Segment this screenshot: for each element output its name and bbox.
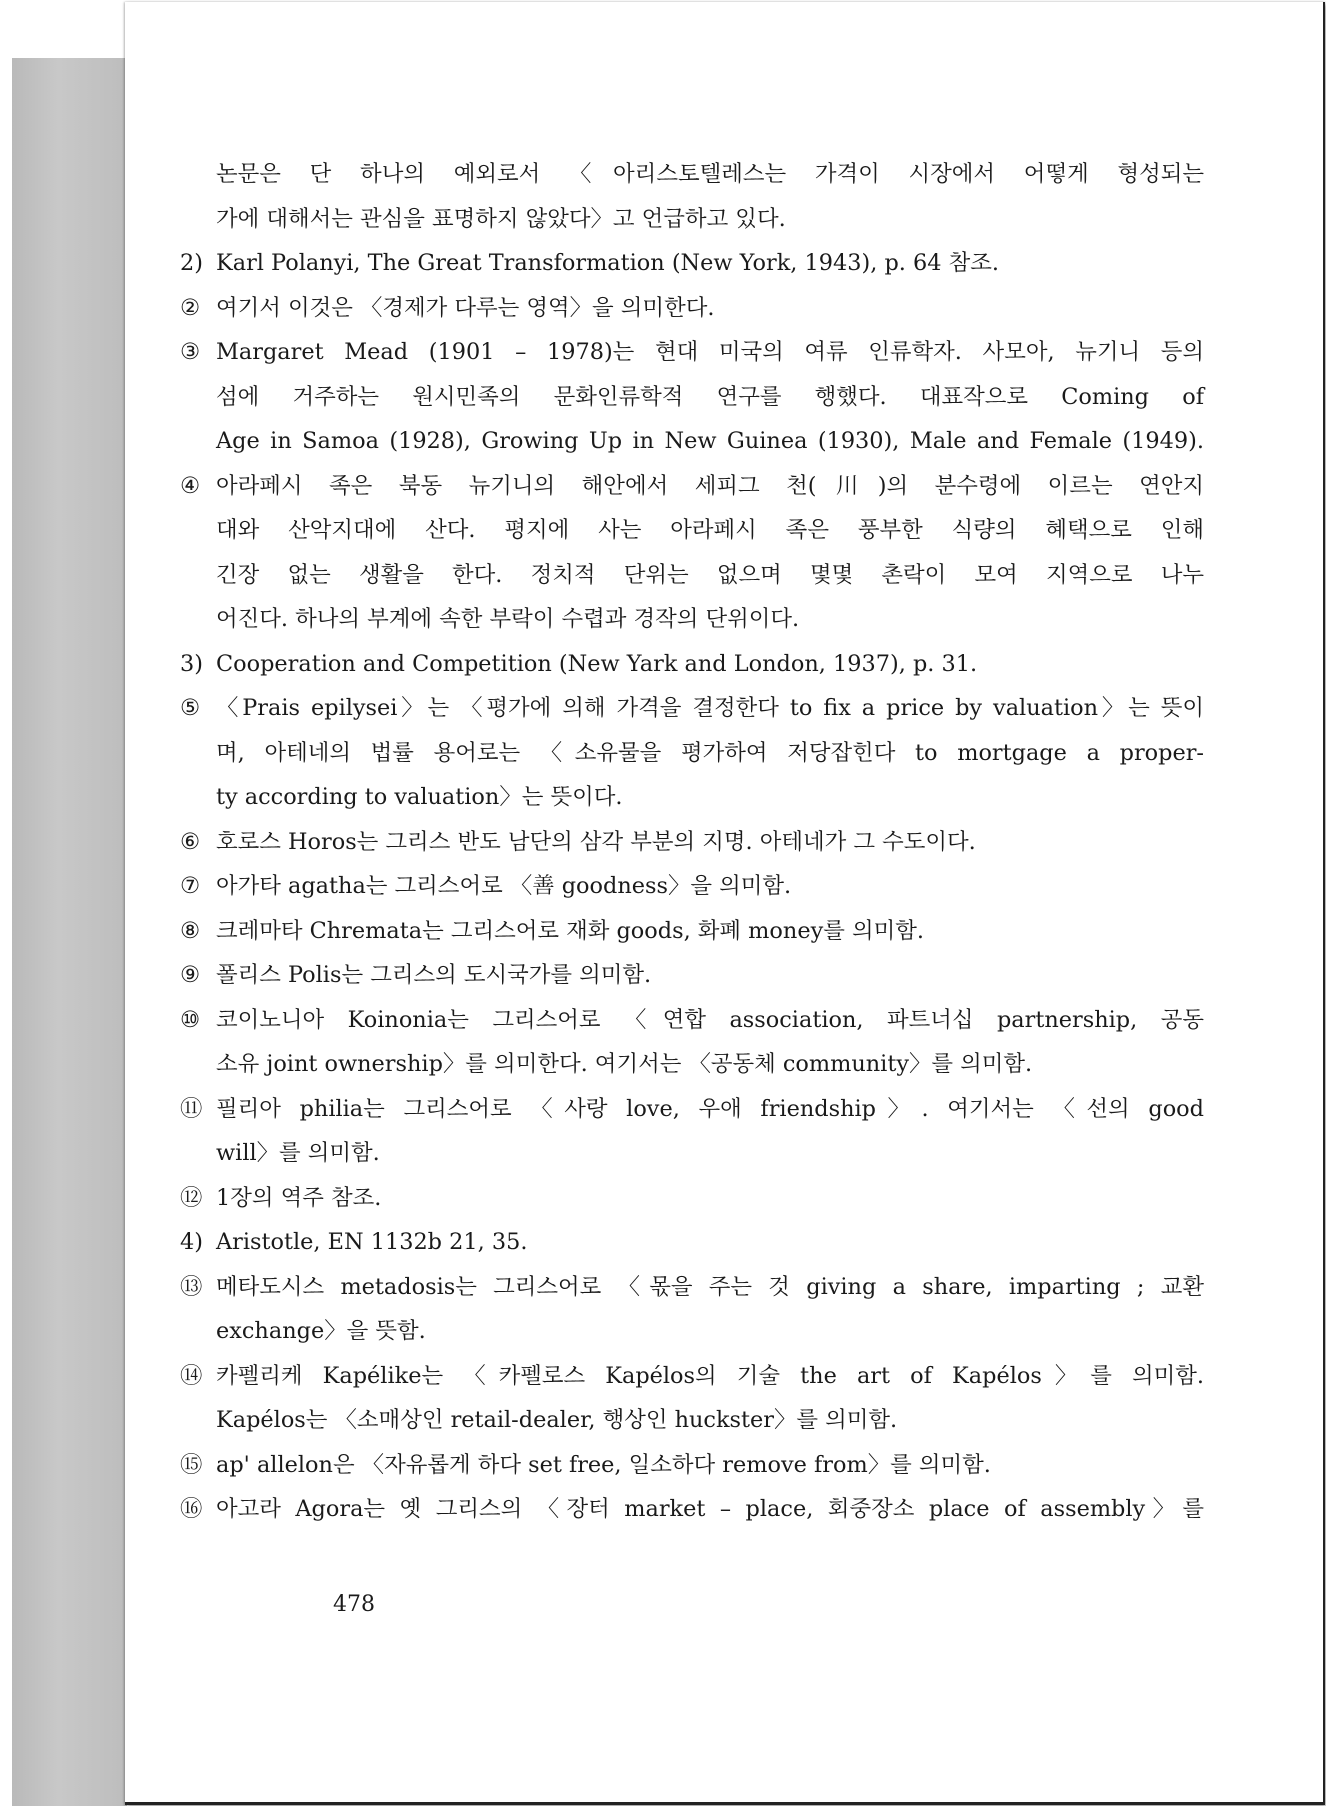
note-line bbox=[180, 731, 1204, 776]
note-line bbox=[180, 152, 1204, 197]
note-text: 메타도시스 metadosis는 그리스어로 〈몫을 주는 것 giving a share, imparting ; 교환 bbox=[216, 1273, 1204, 1300]
note-line bbox=[180, 1443, 1204, 1488]
note-marker: ⑤ bbox=[180, 695, 201, 721]
note-text: Karl Polanyi, The Great Transformation (New York, 1943), p. 64 참조. bbox=[216, 250, 1000, 276]
note-line bbox=[180, 864, 1204, 909]
note-line bbox=[180, 953, 1204, 998]
note-text: Cooperation and Competition (New Yark and London, 1937), p. 31. bbox=[216, 650, 978, 677]
note-text: 여기서 이것은 〈경제가 다루는 영역〉을 의미한다. bbox=[216, 294, 715, 321]
note-text: 호로스 Horos는 그리스 반도 남단의 삼각 부분의 지명. 아테네가 그 수도이다. bbox=[216, 828, 976, 855]
note-marker: ⑪ bbox=[180, 1095, 203, 1122]
note-text: will〉를 의미함. bbox=[216, 1140, 380, 1166]
note-text: 어진다. 하나의 부계에 속한 부락이 수렵과 경작의 단위이다. bbox=[216, 606, 800, 632]
note-line bbox=[180, 330, 1204, 375]
note-text: 〈Prais epilysei〉는 〈평가에 의해 가격을 결정한다 to fix a price by valuation〉는 뜻이 bbox=[216, 695, 1204, 721]
note-marker: ⑮ bbox=[180, 1451, 203, 1478]
note-line bbox=[180, 1487, 1204, 1532]
note-text: 아라페시 족은 북동 뉴기니의 해안에서 세피그 천(川)의 분수령에 이르는 연안지 bbox=[216, 472, 1204, 499]
note-marker: ④ bbox=[180, 472, 201, 499]
note-marker: ⑭ bbox=[180, 1362, 203, 1389]
note-line bbox=[180, 775, 1204, 820]
note-text: 소유 joint ownership〉를 의미한다. 여기서는 〈공동체 community〉를 의미함. bbox=[216, 1051, 1033, 1077]
note-text: ap' allelon은 〈자유롭게 하다 set free, 일소하다 remove from〉를 의미함. bbox=[216, 1451, 991, 1478]
note-text: 1장의 역주 참조. bbox=[216, 1184, 382, 1211]
note-line bbox=[180, 419, 1204, 464]
note-marker: ⑨ bbox=[180, 962, 201, 988]
note-text: 대와 산악지대에 산다. 평지에 사는 아라페시 족은 풍부한 식량의 혜택으로 인해 bbox=[216, 517, 1204, 543]
note-line bbox=[180, 686, 1204, 731]
note-line bbox=[180, 642, 1204, 687]
note-text: 며, 아테네의 법률 용어로는 〈소유물을 평가하여 저당잡힌다 to mortgage a proper- bbox=[216, 739, 1204, 766]
note-text: 코이노니아 Koinonia는 그리스어로 〈연합 association, 파트너십 partnership, 공동 bbox=[216, 1006, 1204, 1033]
note-line bbox=[180, 1087, 1204, 1132]
note-marker: 4) bbox=[180, 1229, 203, 1255]
note-line bbox=[180, 1398, 1204, 1443]
page-number: 478 bbox=[333, 1592, 375, 1617]
note-line bbox=[180, 1042, 1204, 1087]
note-marker: ⑩ bbox=[180, 1006, 201, 1033]
note-marker: ⑦ bbox=[180, 873, 201, 899]
note-text: 가에 대해서는 관심을 표명하지 않았다〉고 언급하고 있다. bbox=[216, 205, 786, 232]
note-marker: 2) bbox=[180, 250, 203, 276]
note-text: Aristotle, EN 1132b 21, 35. bbox=[216, 1229, 528, 1255]
note-text: 폴리스 Polis는 그리스의 도시국가를 의미함. bbox=[216, 962, 652, 988]
note-text: 카펠리케 Kapélike는 〈카펠로스 Kapélos의 기술 the art of Kapélos〉를 의미함. bbox=[216, 1362, 1204, 1389]
note-text: Kapélos는 〈소매상인 retail-dealer, 행상인 huckster〉를 의미함. bbox=[216, 1407, 898, 1433]
note-text: Age in Samoa (1928), Growing Up in New Guinea (1930), Male and Female (1949). bbox=[216, 428, 1204, 454]
note-marker: ⑫ bbox=[180, 1184, 203, 1211]
note-line bbox=[180, 286, 1204, 331]
notes-text-block bbox=[180, 152, 1204, 1532]
note-line bbox=[180, 508, 1204, 553]
note-text: 섬에 거주하는 원시민족의 문화인류학적 연구를 행했다. 대표작으로 Coming of bbox=[216, 383, 1204, 410]
note-marker: ⑥ bbox=[180, 828, 201, 855]
note-line bbox=[180, 1309, 1204, 1354]
book-spine bbox=[12, 58, 127, 1806]
note-marker: ⑯ bbox=[180, 1496, 203, 1522]
note-text: 아고라 Agora는 옛 그리스의 〈장터 market – place, 회중장소 place of assembly〉를 bbox=[216, 1496, 1204, 1522]
note-line bbox=[180, 375, 1204, 420]
note-text: 크레마타 Chremata는 그리스어로 재화 goods, 화폐 money를 의미함. bbox=[216, 917, 924, 944]
note-line bbox=[180, 909, 1204, 954]
note-text: 긴장 없는 생활을 한다. 정치적 단위는 없으며 몇몇 촌락이 모여 지역으로 나누 bbox=[216, 561, 1204, 588]
note-line bbox=[180, 464, 1204, 509]
note-line bbox=[180, 998, 1204, 1043]
note-text: 아가타 agatha는 그리스어로 〈善 goodness〉을 의미함. bbox=[216, 873, 792, 899]
note-marker: ③ bbox=[180, 339, 201, 365]
note-line bbox=[180, 1131, 1204, 1176]
note-line bbox=[180, 597, 1204, 642]
note-text: exchange〉을 뜻함. bbox=[216, 1318, 426, 1344]
note-marker: ⑬ bbox=[180, 1273, 203, 1300]
note-marker: ⑧ bbox=[180, 917, 201, 944]
note-text: 논문은 단 하나의 예외로서 〈아리스토텔레스는 가격이 시장에서 어떻게 형성되는 bbox=[216, 161, 1204, 187]
note-text: ty according to valuation〉는 뜻이다. bbox=[216, 784, 623, 810]
note-line bbox=[180, 1220, 1204, 1265]
note-marker: ② bbox=[180, 294, 201, 321]
note-line bbox=[180, 553, 1204, 598]
note-text: 필리아 philia는 그리스어로 〈사랑 love, 우애 friendship〉. 여기서는 〈선의 good bbox=[216, 1095, 1204, 1122]
note-line bbox=[180, 1265, 1204, 1310]
note-line bbox=[180, 1354, 1204, 1399]
note-text: Margaret Mead (1901 – 1978)는 현대 미국의 여류 인류학자. 사모아, 뉴기니 등의 bbox=[216, 339, 1204, 365]
note-line bbox=[180, 241, 1204, 286]
note-line bbox=[180, 197, 1204, 242]
note-line bbox=[180, 1176, 1204, 1221]
note-line bbox=[180, 820, 1204, 865]
note-marker: 3) bbox=[180, 650, 203, 677]
